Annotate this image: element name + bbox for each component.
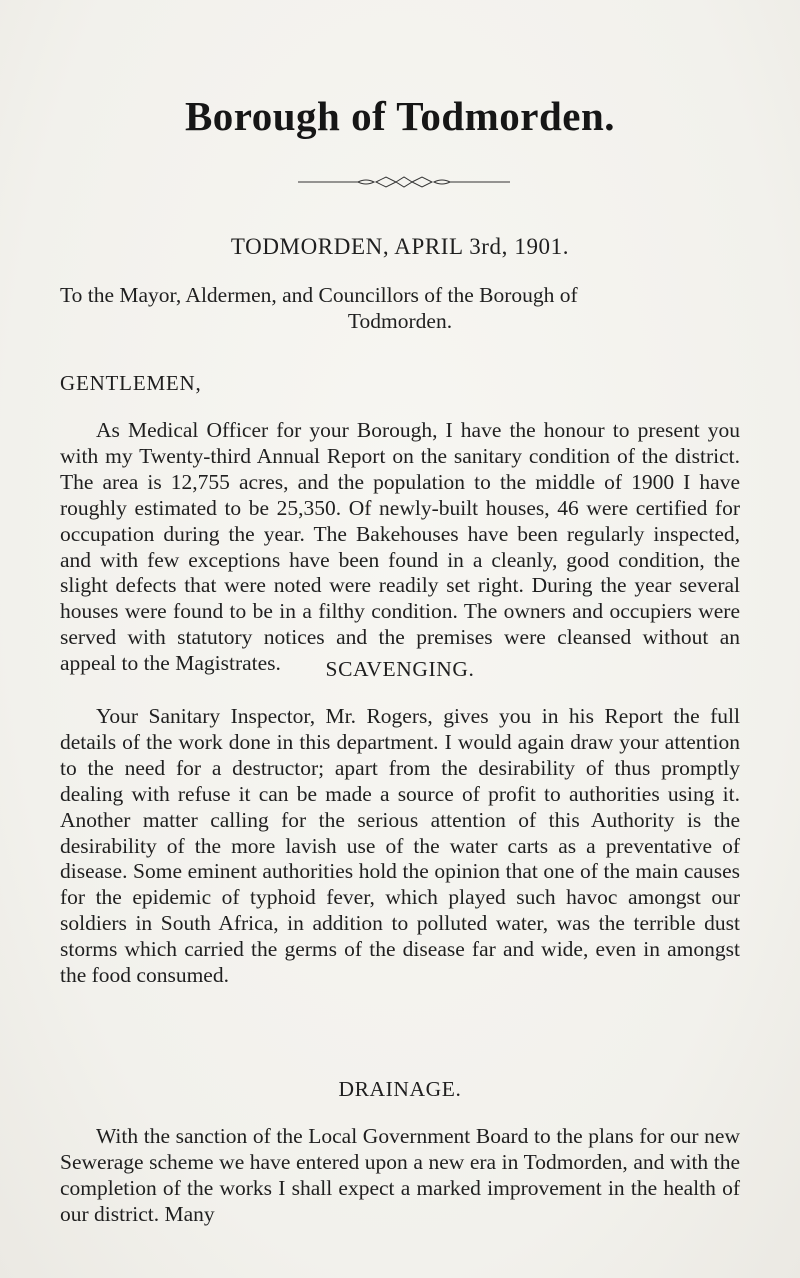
section-heading-scavenging: SCAVENGING. (325, 657, 475, 681)
paragraph-drainage: With the sanction of the Local Government Board to the plans for our new Sewerage scheme we have entered upon a new era in Todmorden, and with the completion of the works I shall expect a marked improvement in the health of our district. Many (60, 1124, 740, 1226)
address-line-1: To the Mayor, Aldermen, and Councillors of the Borough of (60, 283, 578, 307)
salutation: GENTLEMEN, (60, 371, 202, 395)
document-title: Borough of Todmorden. (184, 93, 616, 139)
section-heading-drainage: DRAINAGE. (338, 1077, 462, 1101)
paragraph-introduction: As Medical Officer for your Borough, I have the honour to present you with my Twenty-third Annual Report on the sanitary condition of the district. The area is 12,755 acres, and the population to the middle of 1900 I have roughly estimated to be 25,350. Of newly-built houses, 46 were certified for occupation during the year. The Bakehouses have been regularly inspected, and with few exceptions have been found in a cleanly, good condition, the slight defects that were noted were readily set right. During the year several houses were found to be in a filthy condition. The owners and occupiers were served with statutory notices and the premises were cleansed without an appeal to the Magistrates. (60, 418, 740, 676)
address-block (60, 282, 740, 334)
address-line-2: Todmorden. (347, 309, 453, 333)
dateline: TODMORDEN, APRIL 3rd, 1901. (230, 234, 570, 259)
paragraph-scavenging: Your Sanitary Inspector, Mr. Rogers, gives you in his Report the full details of the work done in this department. I would again draw your attention to the need for a destructor; apart from the desirability of thus promptly dealing with refuse it can be made a source of profit to authorities using it. Another matter calling for the serious attention of this Authority is the desirability of the more lavish use of the water carts as a preventative of disease. Some eminent authorities hold the opinion that one of the main causes for the epidemic of typhoid fever, which played such havoc amongst our soldiers in South Africa, in addition to polluted water, was the terrible dust storms which carried the germs of the disease far and wide, even in amongst the food consumed. (60, 704, 740, 988)
divider-ornament (298, 174, 510, 190)
